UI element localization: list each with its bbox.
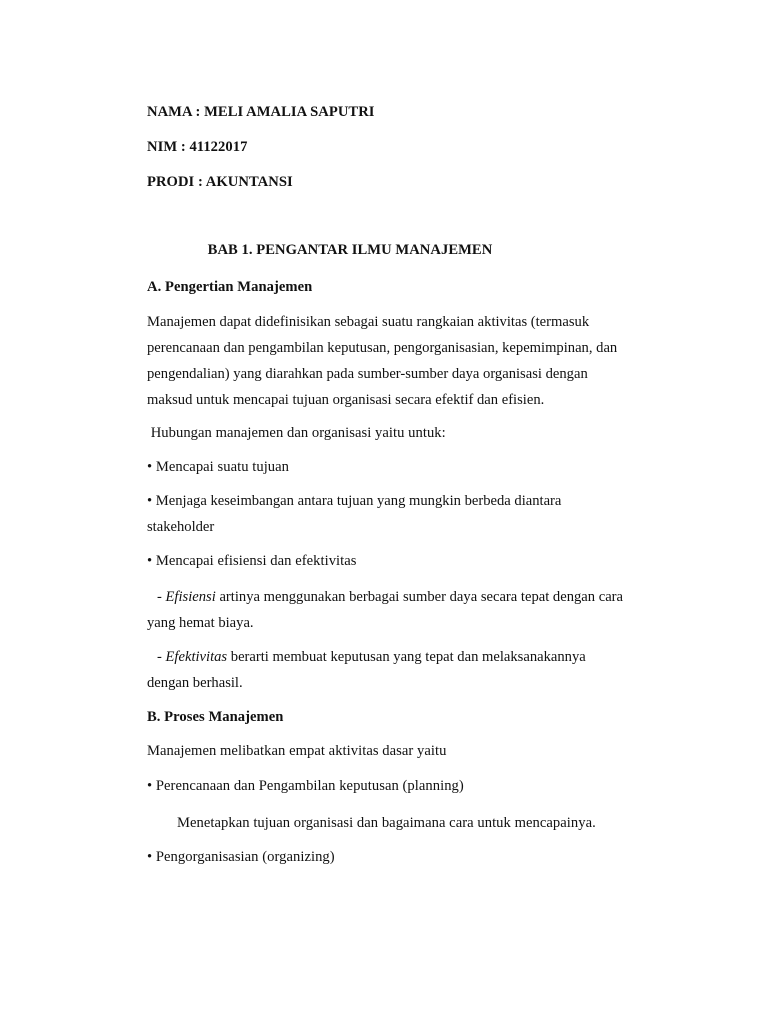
- definition-line: maksud untuk mencapai tujuan organisasi secara efektif dan efisien.: [147, 392, 545, 408]
- efisiensi-paragraph: [147, 584, 647, 636]
- dash: -: [157, 589, 166, 605]
- bullet-goal: • Mencapai suatu tujuan: [147, 459, 290, 475]
- dash: -: [157, 649, 166, 665]
- efisiensi-line-1: [147, 584, 647, 610]
- efisiensi-term: Efisiensi: [165, 589, 216, 605]
- bullet-efficiency: • Mencapai efisiensi dan efektivitas: [147, 553, 357, 569]
- bullet-organizing: • Pengorganisasian (organizing): [147, 849, 335, 865]
- definition-paragraph: [147, 309, 647, 413]
- bullet-balance-line: • Menjaga keseimbangan antara tujuan yang mungkin berbeda diantara: [147, 493, 562, 509]
- section-b-heading: B. Proses Manajemen: [147, 709, 284, 725]
- relation-intro: Hubungan manajemen dan organisasi yaitu untuk:: [147, 425, 446, 441]
- efisiensi-line-2: yang hemat biaya.: [147, 615, 254, 631]
- planning-description: Menetapkan tujuan organisasi dan bagaimana cara untuk mencapainya.: [177, 815, 596, 831]
- efektivitas-line-2: dengan berhasil.: [147, 675, 243, 691]
- bullet-balance-line: stakeholder: [147, 519, 215, 535]
- chapter-title: BAB 1. PENGANTAR ILMU MANAJEMEN: [207, 242, 493, 258]
- student-name: NAMA : MELI AMALIA SAPUTRI: [147, 104, 375, 120]
- definition-line: pengendalian) yang diarahkan pada sumber-sumber daya organisasi dengan: [147, 366, 588, 382]
- bullet-planning: • Perencanaan dan Pengambilan keputusan (planning): [147, 778, 464, 794]
- student-nim: NIM : 41122017: [147, 139, 248, 155]
- efektivitas-text: berarti membuat keputusan yang tepat dan melaksanakannya: [227, 649, 586, 665]
- definition-line: Manajemen dapat didefinisikan sebagai suatu rangkaian aktivitas (termasuk: [147, 314, 590, 330]
- efektivitas-paragraph: [147, 644, 647, 696]
- section-b-intro: Manajemen melibatkan empat aktivitas dasar yaitu: [147, 743, 447, 759]
- section-a-heading: A. Pengertian Manajemen: [147, 279, 313, 295]
- efektivitas-line-1: [147, 644, 647, 670]
- definition-line: perencanaan dan pengambilan keputusan, pengorganisasian, kepemimpinan, dan: [147, 340, 618, 356]
- efektivitas-term: Efektivitas: [165, 649, 228, 665]
- efisiensi-text: artinya menggunakan berbagai sumber daya secara tepat dengan cara: [215, 589, 624, 605]
- bullet-balance: [147, 488, 647, 540]
- student-prodi: PRODI : AKUNTANSI: [147, 174, 293, 190]
